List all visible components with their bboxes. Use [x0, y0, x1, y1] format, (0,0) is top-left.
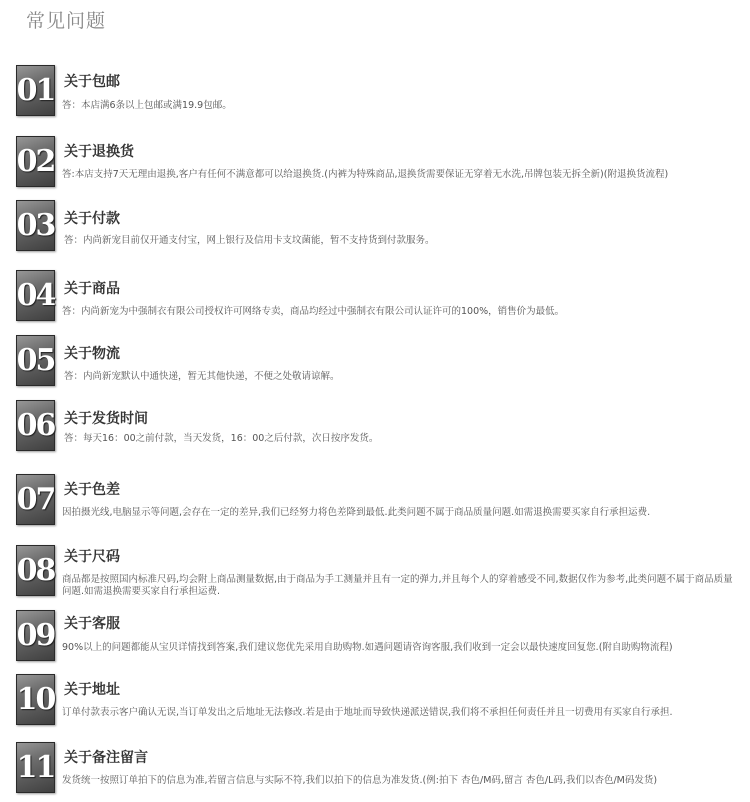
faq-answer: 答：每天16：00之前付款，当天发货，16：00之后付款，次日按序发货。 [64, 433, 379, 444]
faq-answer: 答：内尚新宠为中强制衣有限公司授权许可网络专卖，商品均经过中强制衣有限公司认证许可的100%，销售价为最低。 [62, 306, 565, 317]
faq-question: 关于备注留言 [64, 750, 148, 766]
faq-answer: 答：本店满6条以上包邮或满19.9包邮。 [62, 100, 232, 111]
faq-question: 关于客服 [64, 616, 120, 632]
faq-number-badge: 06 [16, 400, 55, 451]
faq-question: 关于商品 [64, 281, 120, 297]
faq-question: 关于包邮 [64, 74, 120, 90]
faq-question: 关于物流 [64, 346, 120, 362]
faq-question: 关于色差 [64, 482, 120, 498]
faq-number-badge: 05 [16, 335, 55, 386]
faq-number-badge: 08 [16, 545, 55, 596]
faq-question: 关于地址 [64, 682, 120, 698]
faq-number-badge: 02 [16, 136, 55, 187]
faq-number-badge: 03 [16, 200, 55, 251]
faq-question: 关于发货时间 [64, 411, 148, 427]
faq-number-badge: 07 [16, 474, 55, 525]
faq-answer: 答：内尚新宠默认中通快递，暂无其他快递，不便之处敬请谅解。 [64, 371, 340, 382]
faq-question: 关于付款 [64, 211, 120, 227]
faq-answer: 答：内尚新宠目前仅开通支付宝，网上银行及信用卡支坟菌能，暂不支持货到付款服务。 [64, 235, 435, 246]
faq-number-badge: 04 [16, 270, 55, 321]
faq-answer: 订单付款表示客户确认无误,当订单发出之后地址无法修改.若是由于地址而导致快递派送错误,我们将不承担任何责任并且一切费用有买家自行承担. [62, 707, 673, 718]
faq-number-badge: 09 [16, 610, 55, 661]
faq-number-badge: 10 [16, 674, 55, 725]
faq-answer: 因拍摄光线,电脑显示等问题,会存在一定的差异,我们已经努力将色差降到最低.此类问题不属于商品质量问题.如需退换需要买家自行承担运费. [62, 507, 651, 518]
faq-answer: 商品都是按照国内标准尺码,均会附上商品测量数据,由于商品为手工测量并且有一定的弹力,并且每个人的穿着感受不同,数据仅作为参考,此类问题不属于商品质量问题.如需退换需要买家自行承担运费. [62, 574, 733, 597]
faq-answer: 答:本店支持7天无理由退换,客户有任何不满意都可以给退换货.(内裤为特殊商品,退换货需要保证无穿着无水洗,吊牌包装无拆全新)(附退换货流程) [62, 169, 669, 180]
faq-number-badge: 01 [16, 65, 55, 116]
faq-answer: 发货统一按照订单拍下的信息为准,若留言信息与实际不符,我们以拍下的信息为准发货.(例:拍下 杏色/M码,留言 杏色/L码,我们以杏色/M码发货) [62, 775, 658, 786]
page-title: 常见问题 [26, 10, 107, 32]
faq-question: 关于退换货 [64, 144, 134, 160]
faq-answer: 90%以上的问题都能从宝贝详情找到答案,我们建议您优先采用自助购物.如遇问题请咨询客服,我们收到一定会以最快速度回复您.(附自助购物流程) [62, 642, 673, 653]
faq-number-badge: 11 [16, 742, 55, 793]
faq-question: 关于尺码 [64, 549, 120, 565]
